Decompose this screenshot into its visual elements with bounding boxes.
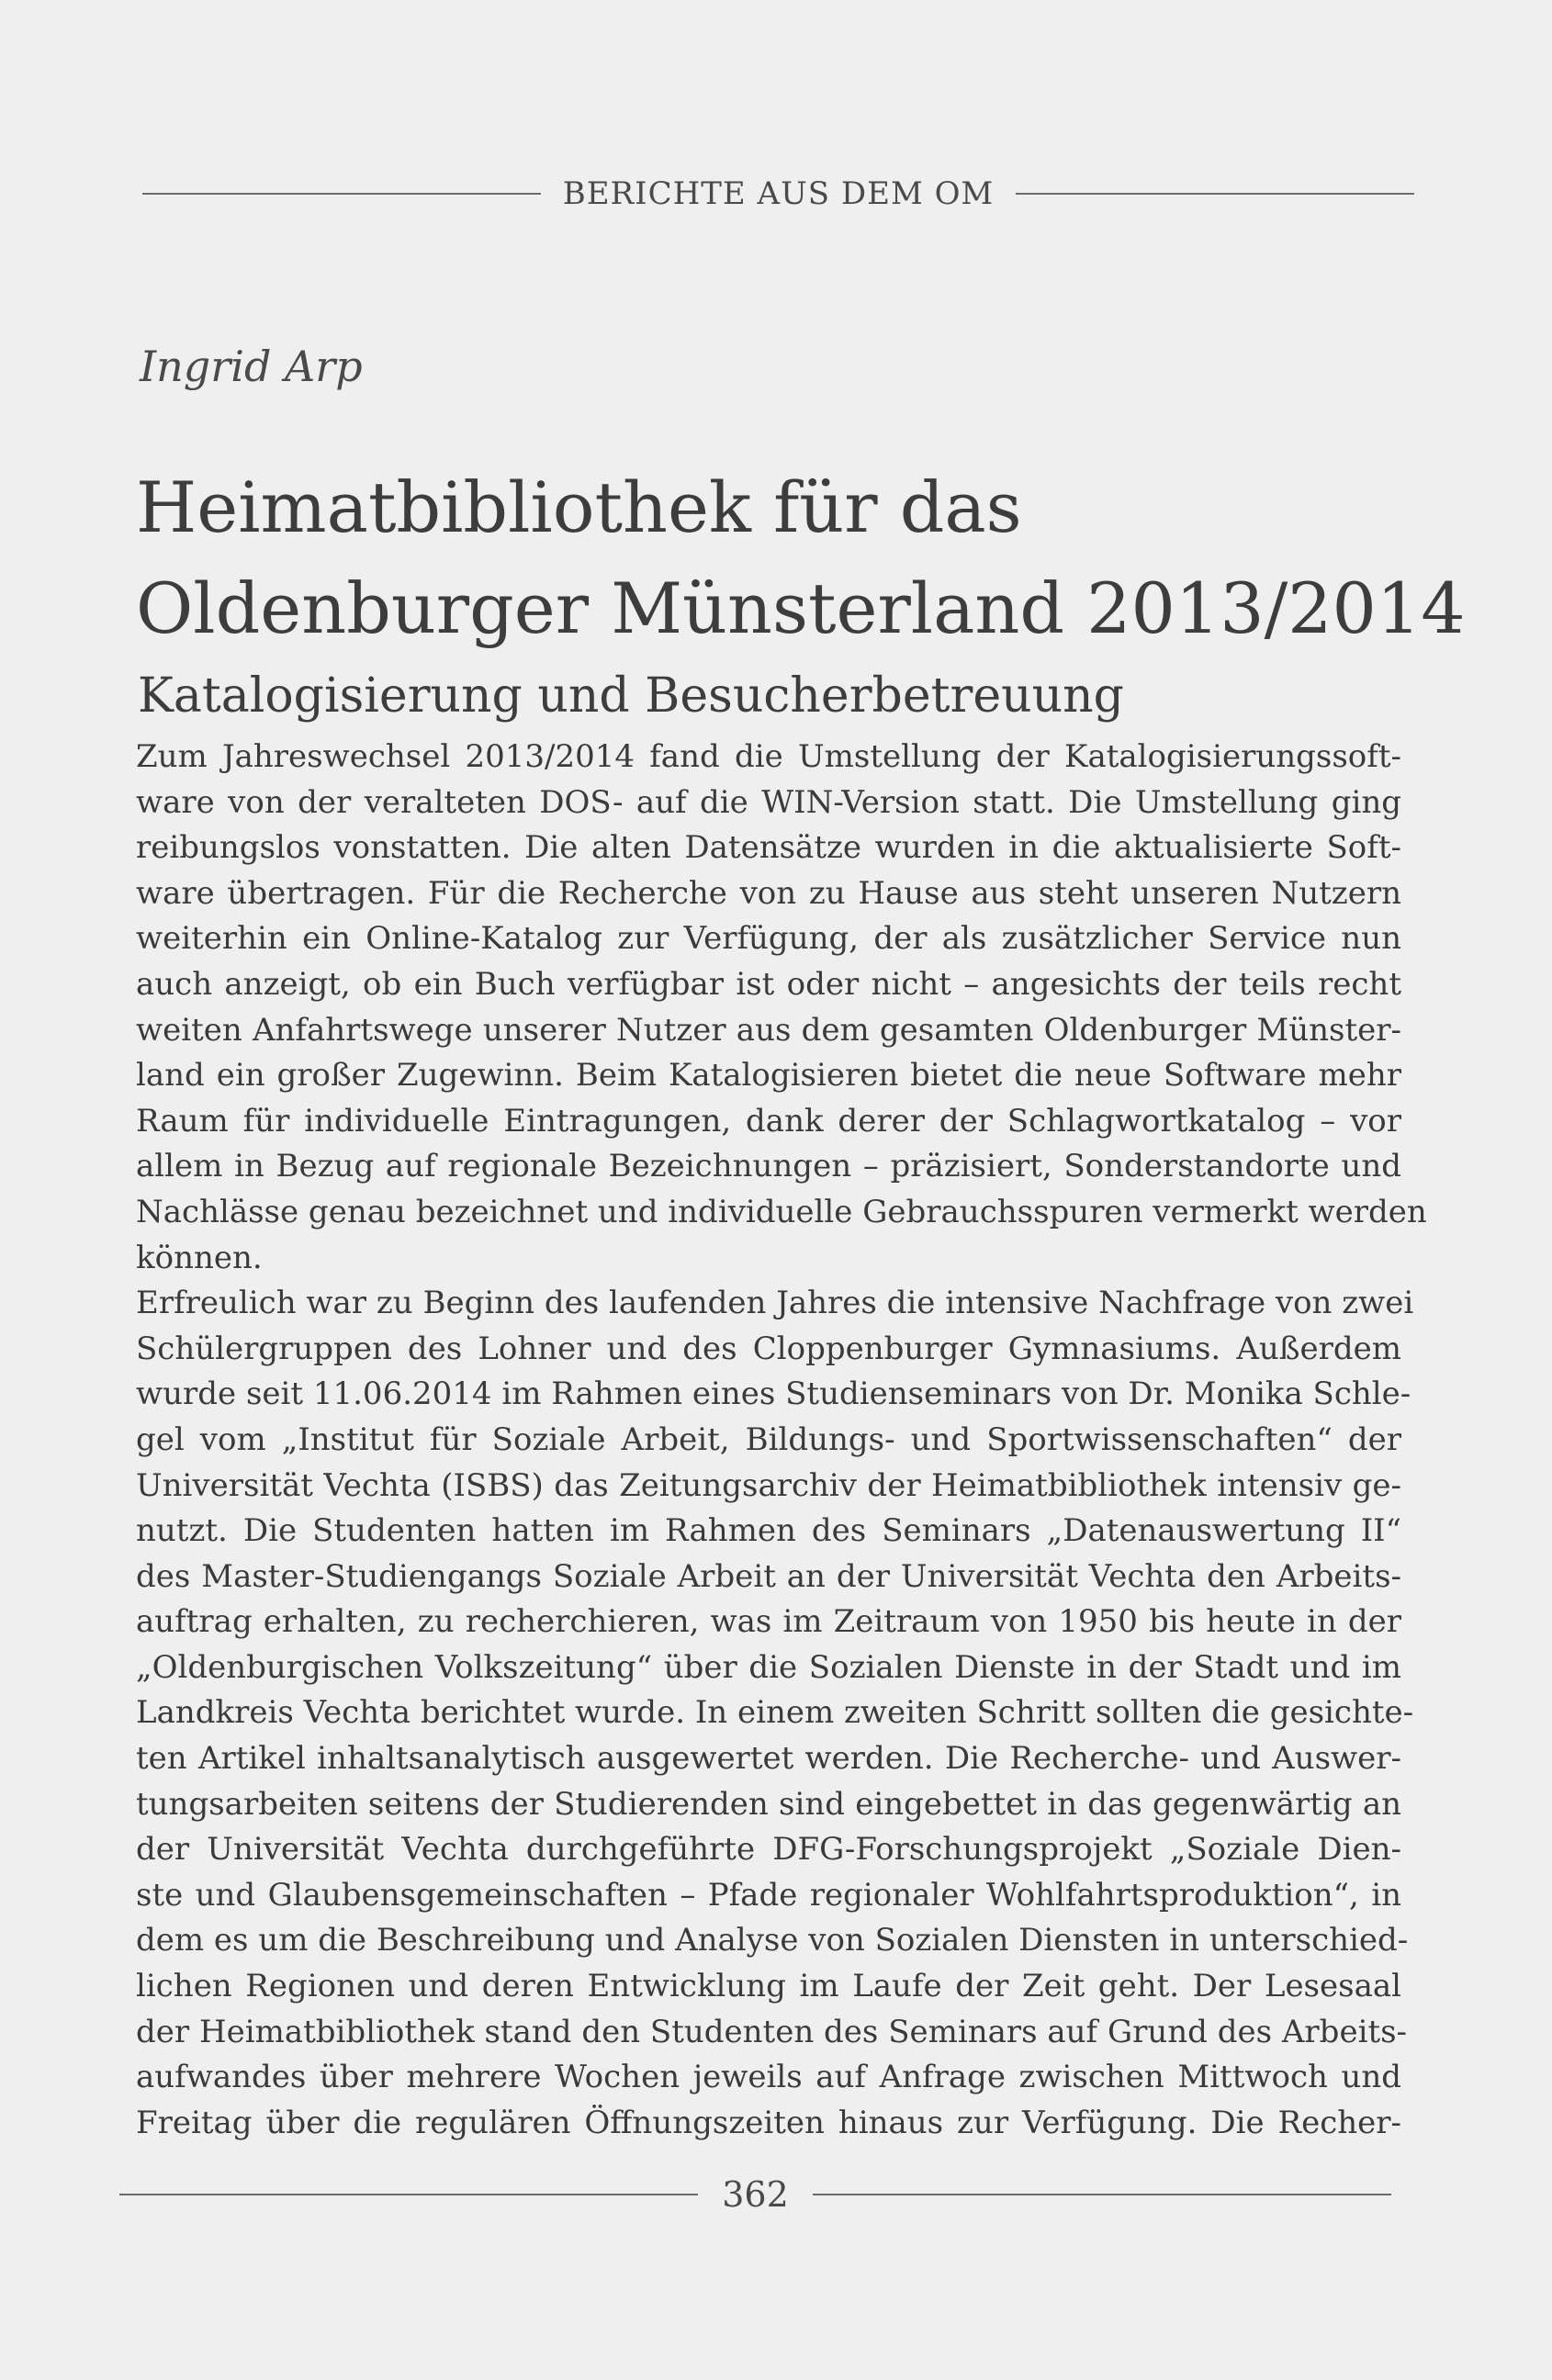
body-line: Zum Jahreswechsel 2013/2014 fand die Umstellung der Katalogisierungssoft- [136, 738, 1401, 775]
body-line: gel vom „Institut für Soziale Arbeit, Bildungs- und Sportwissenschaften“ der [136, 1420, 1401, 1458]
article-title-line: Oldenburger Münsterland 2013/2014 [136, 567, 1466, 649]
body-line: der Universität Vechta durchgeführte DFG-Forschungsprojekt „Soziale Dien- [136, 1831, 1401, 1869]
body-line: tungsarbeiten seitens der Studierenden sind eingebettet in das gegenwärtig an [136, 1785, 1401, 1823]
body-line: auch anzeigt, ob ein Buch verfügbar ist oder nicht – angesichts der teils recht [136, 965, 1401, 1003]
body-line: ste und Glaubensgemeinschaften – Pfade regionaler Wohlfahrtsproduktion“, in [136, 1876, 1401, 1914]
body-line: wurde seit 11.06.2014 im Rahmen eines Studienseminars von Dr. Monika Schle- [136, 1375, 1411, 1413]
article-title [136, 457, 1466, 659]
article-title-line: Heimatbibliothek für das [136, 466, 1022, 548]
footer-rule-right [813, 2194, 1391, 2195]
body-line: können. [136, 1239, 263, 1276]
body-line: nutzt. Die Studenten hatten im Rahmen des Seminars „Datenauswertung II“ [136, 1512, 1401, 1550]
running-head-rule-right [1016, 193, 1414, 195]
body-line: lichen Regionen und deren Entwicklung im Laufe der Zeit geht. Der Lesesaal [136, 1968, 1401, 2005]
body-line: ten Artikel inhaltsanalytisch ausgewertet werden. Die Recherche- und Auswer- [136, 1740, 1401, 1778]
body-line: des Master-Studiengangs Soziale Arbeit an der Universität Vechta den Arbeits- [136, 1557, 1401, 1595]
running-head-rule-left [142, 193, 541, 195]
body-line: weiten Anfahrtswege unserer Nutzer aus dem gesamten Oldenburger Münster- [136, 1011, 1401, 1049]
author-name: Ingrid Arp [140, 342, 363, 391]
body-line: weiterhin ein Online-Katalog zur Verfügung, der als zusätzlicher Service nun [136, 920, 1401, 958]
body-line: allem in Bezug auf regionale Bezeichnungen – präzisiert, Sonderstandorte und [136, 1148, 1401, 1185]
body-line: Nachlässe genau bezeichnet und individuelle Gebrauchsspuren vermerkt werden [136, 1193, 1427, 1230]
body-line: auftrag erhalten, zu recherchieren, was im Zeitraum von 1950 bis heute in der [136, 1603, 1401, 1641]
body-line: Freitag über die regulären Öffnungszeiten hinaus zur Verfügung. Die Recher- [136, 2104, 1401, 2141]
page-number: 362 [722, 2174, 789, 2215]
body-line: ware von der veralteten DOS- auf die WIN-Version statt. Die Umstellung ging [136, 783, 1401, 821]
body-line: aufwandes über mehrere Wochen jeweils auf Anfrage zwischen Mittwoch und [136, 2059, 1401, 2096]
body-line: Landkreis Vechta berichtet wurde. In einem zweiten Schritt sollten die gesichte- [136, 1694, 1414, 1732]
footer-rule-left [119, 2194, 698, 2195]
page-footer [119, 2172, 1391, 2217]
body-line: der Heimatbibliothek stand den Studenten des Seminars auf Grund des Arbeits- [136, 2013, 1408, 2050]
body-text [136, 735, 1427, 2146]
body-line: land ein großer Zugewinn. Beim Katalogisieren bietet die neue Software mehr [136, 1057, 1401, 1095]
body-line: Schülergruppen des Lohner und des Cloppenburger Gymnasiums. Außerdem [136, 1330, 1401, 1367]
body-line: ware übertragen. Für die Recherche von zu Hause aus steht unseren Nutzern [136, 874, 1401, 912]
body-line: Erfreulich war zu Beginn des laufenden Jahres die intensive Nachfrage von zwei [136, 1285, 1414, 1322]
running-head [142, 171, 1414, 217]
body-line: dem es um die Beschreibung und Analyse von Sozialen Diensten in unterschied- [136, 1922, 1409, 1959]
body-line: Raum für individuelle Eintragungen, dank derer der Schlagwortkatalog – vor [136, 1102, 1401, 1139]
body-line: Universität Vechta (ISBS) das Zeitungsarchiv der Heimatbibliothek intensiv ge- [136, 1466, 1401, 1504]
section-heading: Katalogisierung und Besucherbetreuung [138, 668, 1124, 724]
running-head-label: BERICHTE AUS DEM OM [562, 175, 995, 212]
body-line: „Oldenburgischen Volkszeitung“ über die Sozialen Dienste in der Stadt und im [136, 1648, 1401, 1686]
body-line: reibungslos vonstatten. Die alten Datensätze wurden in die aktualisierte Soft- [136, 829, 1401, 867]
